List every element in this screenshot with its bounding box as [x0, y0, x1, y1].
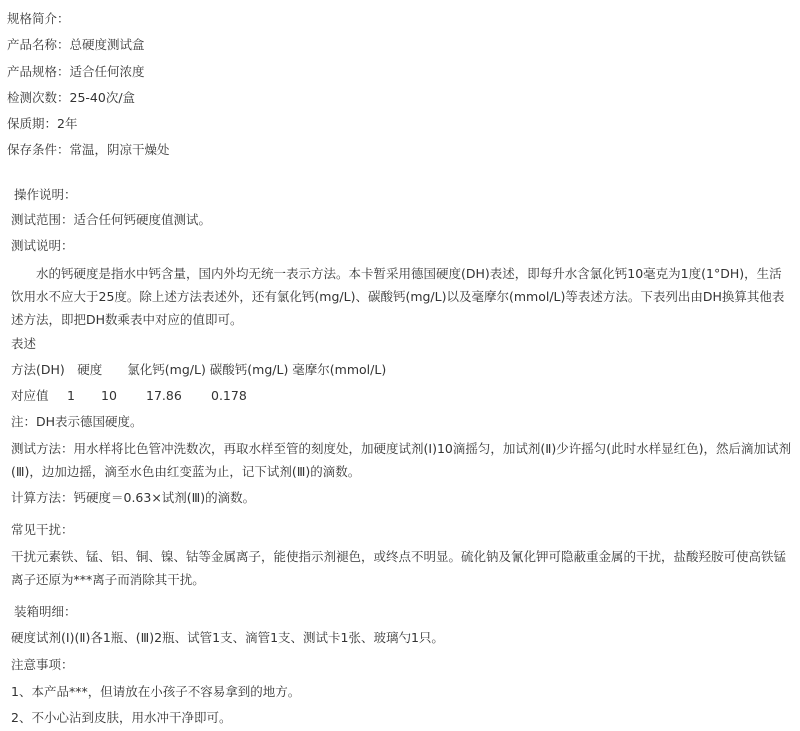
product-spec: 产品规格：适合任何浓度 — [7, 64, 145, 79]
shelf-life: 保质期：2年 — [7, 116, 78, 131]
operation-heading: 操作说明： — [14, 187, 77, 202]
table-cell: 0.178 — [211, 388, 247, 403]
test-range: 测试范围：适合任何钙硬度值测试。 — [11, 212, 212, 227]
interference-heading: 常见干扰： — [11, 522, 74, 537]
notes-item-2: 2、不小心沾到皮肤，用水冲干净即可。 — [11, 710, 232, 725]
table-cell: 10 — [101, 388, 117, 403]
packing-heading: 装箱明细： — [14, 604, 77, 619]
storage-conditions: 保存条件：常温，阴凉干燥处 — [7, 142, 170, 157]
product-name: 产品名称：总硬度测试盒 — [7, 37, 145, 52]
table-heading: 表述 — [11, 336, 37, 351]
table-cell: 1 — [67, 388, 75, 403]
test-count: 检测次数：25-40次/盒 — [7, 90, 136, 105]
spec-heading: 规格简介： — [7, 11, 70, 26]
table-cell: 对应值 — [11, 388, 49, 403]
test-desc-paragraph: 水的钙硬度是指水中钙含量，国内外均无统一表示方法。本卡暂采用德国硬度(DH)表述，即每升水含氯化钙10毫克为1度(1°DH)，生活饮用水不应大于25度。除上述方法表述外，还有氯化钙(mg/L)、碳酸钙(mg/L)以及毫摩尔(mmol/L)等表述方法。下表列出由DH换算其他表述方法，即把DH数乘表中对应的值即可。 — [11, 266, 785, 327]
test-method: 测试方法：用水样将比色管冲洗数次，再取水样至管的刻度处，加硬度试剂(Ⅰ)10滴摇匀，加试剂(Ⅱ)少许摇匀(此时水样显红色)，然后滴加试剂(Ⅲ)，边加边摇，滴至水色由红变蓝为止，记下试剂(Ⅲ)的滴数。 — [11, 441, 792, 479]
table-cell: 17.86 — [146, 388, 182, 403]
interference-text: 干扰元素铁、锰、铝、铜、镍、钴等金属离子，能使指示剂褪色，或终点不明显。硫化钠及氰化钾可隐蔽重金属的干扰，盐酸羟胺可使高铁锰离子还原为***离子而消除其干扰。 — [11, 549, 787, 587]
dh-note: 注：DH表示德国硬度。 — [11, 414, 143, 429]
table-header-row: 方法(DH) 硬度 氯化钙(mg/L) 碳酸钙(mg/L) 毫摩尔(mmol/L) — [11, 362, 387, 377]
calculation-method: 计算方法：钙硬度＝0.63×试剂(Ⅲ)的滴数。 — [11, 490, 256, 505]
notes-item-1: 1、本产品***，但请放在小孩子不容易拿到的地方。 — [11, 684, 301, 699]
packing-list: 硬度试剂(Ⅰ)(Ⅱ)各1瓶、(Ⅲ)2瓶、试管1支、滴管1支、测试卡1张、玻璃勺1只。 — [11, 630, 444, 645]
notes-heading: 注意事项： — [11, 657, 74, 672]
test-desc-heading: 测试说明： — [11, 238, 74, 253]
